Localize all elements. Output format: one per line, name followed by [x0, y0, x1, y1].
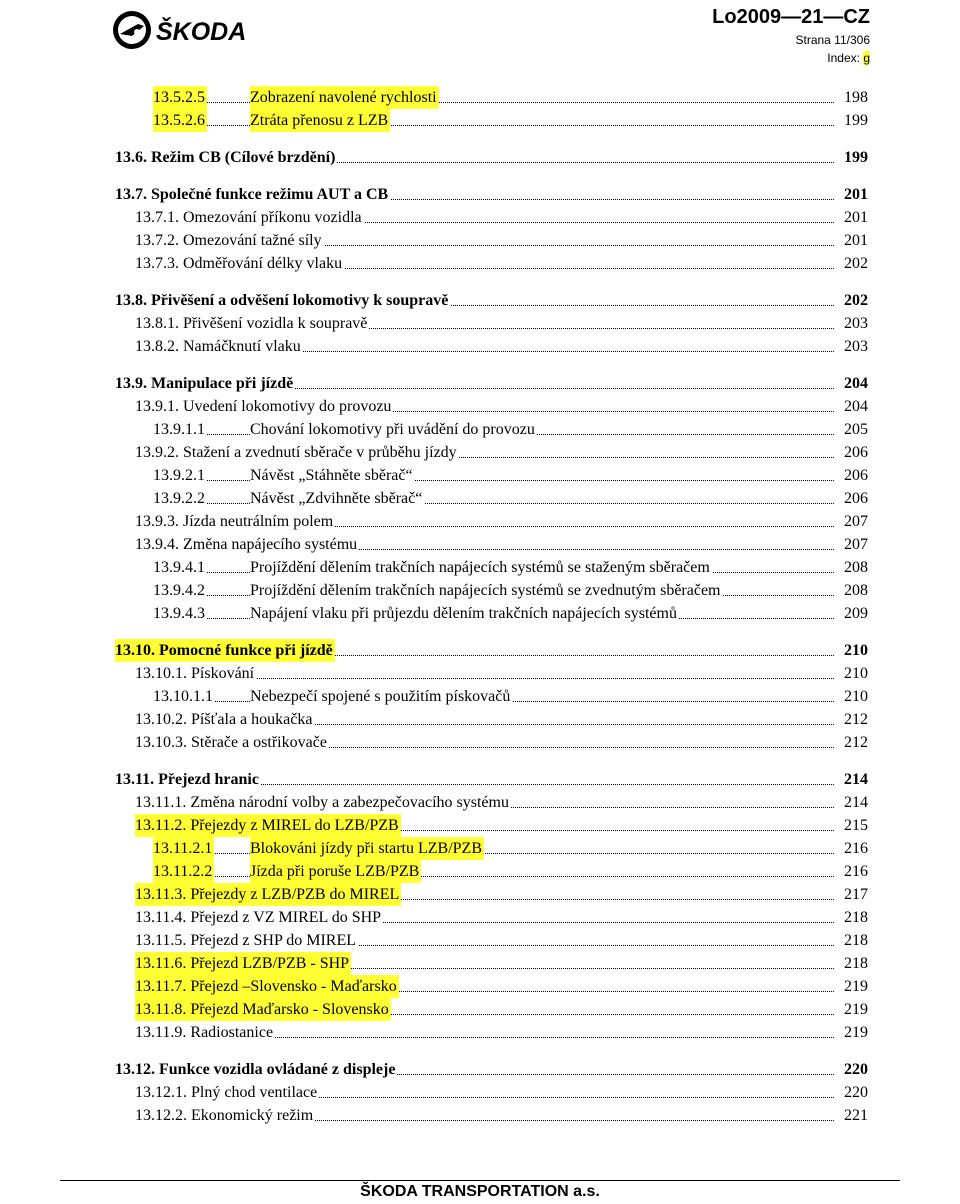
- toc-entry-title: Funkce vozidla ovládané z displeje: [159, 1061, 396, 1078]
- toc-entry-number: 13.11.4.: [135, 909, 187, 926]
- toc-entry-title: Přivěšení vozidla k soupravě: [183, 315, 368, 332]
- toc-entry-title: Pískování: [191, 665, 255, 682]
- toc-entry-page: 210: [834, 685, 868, 708]
- toc-entry-heading: [115, 1058, 397, 1081]
- toc-entry-title: Stěrače a ostřikovače: [191, 734, 327, 751]
- toc-entry-title: Jízda při poruše LZB/PZB: [250, 860, 421, 883]
- toc-entry-number: 13.9.1.: [135, 398, 179, 415]
- toc-entry-title: Přejezdy z LZB/PZB do MIREL: [190, 886, 400, 903]
- toc-entry-heading: [135, 998, 391, 1021]
- toc-entry[interactable]: [0, 883, 960, 906]
- toc-entry-page: 221: [834, 1104, 868, 1127]
- toc-gap: [0, 169, 960, 183]
- toc-entry-page: 198: [834, 86, 868, 109]
- toc-entry[interactable]: [0, 395, 960, 418]
- toc-entry[interactable]: [0, 685, 960, 708]
- toc-entry[interactable]: [0, 109, 960, 132]
- toc-entry-number: 13.7.: [115, 186, 147, 203]
- toc-entry-number: 13.9.2.: [135, 444, 179, 461]
- toc-entry-heading: [135, 708, 314, 731]
- toc-entry-number: 13.10.2.: [135, 711, 187, 728]
- toc-entry-number: 13.11.: [115, 771, 155, 788]
- toc-entry-number: 13.8.1.: [135, 315, 179, 332]
- toc-entry-page: 208: [834, 556, 868, 579]
- toc-entry-number: 13.9.2.2: [153, 487, 207, 510]
- toc-entry[interactable]: [0, 975, 960, 998]
- toc-entry[interactable]: [0, 510, 960, 533]
- toc-entry[interactable]: [0, 252, 960, 275]
- toc-entry-heading: [135, 1104, 315, 1127]
- toc-entry[interactable]: [0, 708, 960, 731]
- toc-entry-title: Projíždění dělením trakčních napájecích systémů se zvednutým sběračem: [250, 579, 723, 602]
- toc-entry-title: Přejezd LZB/PZB - SHP: [190, 955, 350, 972]
- toc-entry[interactable]: [0, 533, 960, 556]
- toc-entry-page: 206: [834, 441, 868, 464]
- toc-entry-page: 203: [834, 312, 868, 335]
- toc-gap: [0, 275, 960, 289]
- toc-entry-title: Přivěšení a odvěšení lokomotivy k soupravě: [151, 292, 449, 309]
- toc-entry-page: 219: [834, 1021, 868, 1044]
- toc-entry-title: Ekonomický režim: [191, 1107, 314, 1124]
- toc-entry-number: 13.11.2.2: [153, 860, 214, 883]
- toc-entry-number: 13.9.1.1: [153, 418, 207, 441]
- toc-entry-page: 215: [834, 814, 868, 837]
- toc-entry-number: 13.7.3.: [135, 255, 179, 272]
- toc-entry-page: 204: [834, 395, 868, 418]
- toc-entry-title: Přejezdy z MIREL do LZB/PZB: [190, 817, 399, 834]
- toc-entry-number: 13.7.2.: [135, 232, 179, 249]
- toc-entry-page: 207: [834, 510, 868, 533]
- toc-entry-page: 207: [834, 533, 868, 556]
- toc-entry[interactable]: [0, 441, 960, 464]
- toc-gap: [0, 625, 960, 639]
- toc-entry[interactable]: [0, 183, 960, 206]
- toc-entry-number: 13.11.2.: [135, 817, 187, 834]
- toc-entry[interactable]: [0, 86, 960, 109]
- index-label: [827, 51, 870, 65]
- toc-entry-number: 13.10.: [115, 642, 155, 659]
- toc-entry-page: 201: [834, 183, 868, 206]
- toc-entry-title: Režim CB (Cílové brzdění): [151, 149, 336, 166]
- toc-entry-page: 210: [834, 662, 868, 685]
- toc-entry-number: 13.8.2.: [135, 338, 179, 355]
- toc-entry-title: Uvedení lokomotivy do provozu: [183, 398, 392, 415]
- toc-entry-page: 210: [834, 639, 868, 662]
- toc-entry-number: 13.12.1.: [135, 1084, 187, 1101]
- toc-entry-title: Píšťala a houkačka: [191, 711, 313, 728]
- toc-entry[interactable]: [0, 860, 960, 883]
- toc-entry-title: Přejezd –Slovensko - Maďarsko: [190, 978, 397, 995]
- toc-entry[interactable]: [0, 579, 960, 602]
- toc-entry-page: 201: [834, 206, 868, 229]
- toc-entry-page: 199: [834, 146, 868, 169]
- toc-entry-page: 220: [834, 1081, 868, 1104]
- toc-entry-page: 220: [834, 1058, 868, 1081]
- toc-entry-title: Zobrazení navolené rychlosti: [250, 86, 439, 109]
- toc-entry-number: 13.11.9.: [135, 1024, 187, 1041]
- toc-entry-heading: [135, 395, 393, 418]
- toc-entry-title: Omezování tažné síly: [183, 232, 322, 249]
- toc-entry-page: 201: [834, 229, 868, 252]
- toc-entry-page: 218: [834, 906, 868, 929]
- toc-entry-heading: [115, 639, 335, 662]
- toc-entry-page: 219: [834, 998, 868, 1021]
- toc-entry-title: Odměřování délky vlaku: [183, 255, 343, 272]
- toc-entry-heading: [115, 183, 390, 206]
- toc-entry-heading: [135, 662, 256, 685]
- toc-entry-number: 13.11.8.: [135, 1001, 187, 1018]
- toc-entry-number: 13.9.2.1: [153, 464, 207, 487]
- toc-entry-page: 202: [834, 289, 868, 312]
- toc-gap: [0, 754, 960, 768]
- toc-entry-title: Společné funkce režimu AUT a CB: [151, 186, 389, 203]
- toc-entry[interactable]: [0, 206, 960, 229]
- toc-entry-heading: [135, 533, 359, 556]
- toc-entry-title: Chování lokomotivy při uvádění do provozu: [250, 418, 537, 441]
- toc-entry[interactable]: [0, 1081, 960, 1104]
- toc-entry-page: 219: [834, 975, 868, 998]
- toc-entry-page: 203: [834, 335, 868, 358]
- toc-entry[interactable]: [0, 229, 960, 252]
- toc-entry-page: 206: [834, 487, 868, 510]
- toc-entry[interactable]: [0, 556, 960, 579]
- toc-entry-heading: [115, 146, 337, 169]
- toc-entry-title: Přejezd z VZ MIREL do SHP: [190, 909, 382, 926]
- toc-entry-number: 13.12.2.: [135, 1107, 187, 1124]
- toc-entry-number: 13.11.1.: [135, 794, 187, 811]
- toc-entry-heading: [135, 1081, 319, 1104]
- toc-entry[interactable]: [0, 418, 960, 441]
- toc-entry[interactable]: [0, 312, 960, 335]
- toc-entry-title: Plný chod ventilace: [191, 1084, 318, 1101]
- toc-entry[interactable]: [0, 731, 960, 754]
- toc-entry-page: 214: [834, 791, 868, 814]
- toc-entry-heading: [115, 289, 450, 312]
- toc-entry[interactable]: [0, 464, 960, 487]
- toc-entry-heading: [135, 1021, 275, 1044]
- toc-entry-title: Změna napájecího systému: [183, 536, 358, 553]
- toc-entry-page: 205: [834, 418, 868, 441]
- toc-entry-heading: [135, 206, 364, 229]
- toc-entry-number: 13.6.: [115, 149, 147, 166]
- toc-entry-number: 13.12.: [115, 1061, 155, 1078]
- toc-entry[interactable]: [0, 906, 960, 929]
- toc-entry[interactable]: [0, 335, 960, 358]
- toc-entry-number: 13.11.5.: [135, 932, 187, 949]
- toc-entry-number: 13.9.4.2: [153, 579, 207, 602]
- toc-entry-page: 199: [834, 109, 868, 132]
- toc-entry-number: 13.9.4.1: [153, 556, 207, 579]
- toc-entry-heading: [135, 883, 401, 906]
- table-of-contents: [0, 86, 960, 1127]
- toc-entry-title: Přejezd hranic: [158, 771, 259, 788]
- toc-entry-heading: [135, 731, 329, 754]
- toc-entry-heading: [135, 814, 401, 837]
- toc-entry-number: 13.8.: [115, 292, 147, 309]
- toc-entry-heading: [135, 929, 358, 952]
- toc-entry[interactable]: [0, 998, 960, 1021]
- toc-entry[interactable]: [0, 791, 960, 814]
- toc-entry[interactable]: [0, 929, 960, 952]
- toc-entry-title: Návěst „Zdvihněte sběrač“: [250, 487, 424, 510]
- toc-gap: [0, 1044, 960, 1058]
- toc-entry[interactable]: [0, 487, 960, 510]
- toc-entry-title: Namáčknutí vlaku: [183, 338, 301, 355]
- toc-entry-title: Jízda neutrálním polem: [183, 513, 334, 530]
- toc-entry-page: 202: [834, 252, 868, 275]
- skoda-logo: [110, 8, 255, 52]
- toc-entry-heading: [135, 252, 344, 275]
- toc-entry-page: 216: [834, 837, 868, 860]
- toc-entry-heading: [135, 335, 303, 358]
- toc-entry-heading: [115, 768, 261, 791]
- toc-entry-page: 209: [834, 602, 868, 625]
- toc-entry-page: 208: [834, 579, 868, 602]
- toc-entry[interactable]: [0, 1021, 960, 1044]
- index-value: g: [863, 51, 870, 65]
- document-id: Lo2009—21—CZ: [712, 6, 870, 28]
- toc-entry-page: 217: [834, 883, 868, 906]
- toc-entry-page: 212: [834, 731, 868, 754]
- toc-entry-heading: [135, 975, 399, 998]
- toc-entry-title: Napájení vlaku při průjezdu dělením trakčních napájecích systémů: [250, 602, 679, 625]
- logo-text: ŠKODA: [156, 18, 247, 46]
- toc-entry-title: Pomocné funkce při jízdě: [159, 642, 333, 659]
- toc-entry[interactable]: [0, 837, 960, 860]
- toc-entry-page: 216: [834, 860, 868, 883]
- toc-entry-heading: [135, 906, 383, 929]
- toc-entry-heading: [115, 372, 295, 395]
- toc-entry-number: 13.9.3.: [135, 513, 179, 530]
- toc-entry-title: Radiostanice: [190, 1024, 274, 1041]
- toc-entry-number: 13.11.3.: [135, 886, 187, 903]
- toc-entry[interactable]: [0, 952, 960, 975]
- toc-entry-title: Změna národní volby a zabezpečovacího systému: [190, 794, 509, 811]
- toc-entry-heading: [135, 312, 369, 335]
- toc-entry-title: Omezování příkonu vozidla: [183, 209, 362, 226]
- toc-entry-title: Projíždění dělením trakčních napájecích systémů se staženým sběračem: [250, 556, 712, 579]
- toc-entry[interactable]: [0, 289, 960, 312]
- footer-company: ŠKODA TRANSPORTATION a.s.: [360, 1183, 600, 1200]
- toc-entry-number: 13.11.7.: [135, 978, 187, 995]
- toc-gap: [0, 132, 960, 146]
- toc-entry-page: 218: [834, 929, 868, 952]
- toc-entry-number: 13.5.2.6: [153, 109, 207, 132]
- toc-entry-heading: [135, 952, 351, 975]
- toc-entry-number: 13.5.2.5: [153, 86, 207, 109]
- toc-entry-page: 204: [834, 372, 868, 395]
- toc-entry-number: 13.9.4.: [135, 536, 179, 553]
- toc-entry-page: 218: [834, 952, 868, 975]
- toc-entry-title: Blokováni jízdy při startu LZB/PZB: [250, 837, 484, 860]
- toc-entry-title: Stažení a zvednutí sběrače v průběhu jízdy: [183, 444, 457, 461]
- toc-entry-title: Nebezpečí spojené s použitím pískovačů: [250, 685, 512, 708]
- toc-entry-title: Návěst „Stáhněte sběrač“: [250, 464, 415, 487]
- toc-gap: [0, 358, 960, 372]
- toc-entry-number: 13.9.4.3: [153, 602, 207, 625]
- toc-entry-title: Ztráta přenosu z LZB: [250, 109, 390, 132]
- toc-entry-number: 13.7.1.: [135, 209, 179, 226]
- toc-entry[interactable]: [0, 814, 960, 837]
- toc-entry-page: 214: [834, 768, 868, 791]
- toc-entry[interactable]: [0, 1104, 960, 1127]
- toc-entry-number: 13.11.2.1: [153, 837, 214, 860]
- toc-entry-title: Přejezd Maďarsko - Slovensko: [190, 1001, 389, 1018]
- toc-entry[interactable]: [0, 146, 960, 169]
- toc-entry-number: 13.10.1.1: [153, 685, 215, 708]
- toc-entry-title: Manipulace při jízdě: [151, 375, 294, 392]
- toc-entry-number: 13.10.3.: [135, 734, 187, 751]
- toc-entry-number: 13.10.1.: [135, 665, 187, 682]
- toc-entry[interactable]: [0, 372, 960, 395]
- toc-entry-title: Přejezd z SHP do MIREL: [190, 932, 357, 949]
- toc-entry[interactable]: [0, 1058, 960, 1081]
- toc-entry-page: 212: [834, 708, 868, 731]
- toc-entry[interactable]: [0, 639, 960, 662]
- toc-entry-page: 206: [834, 464, 868, 487]
- footer-rule: [60, 1180, 900, 1181]
- toc-entry[interactable]: [0, 662, 960, 685]
- page-number: Strana 11/306: [795, 33, 870, 47]
- toc-entry-heading: [135, 441, 459, 464]
- toc-entry-heading: [135, 510, 335, 533]
- toc-entry[interactable]: [0, 768, 960, 791]
- toc-entry-number: 13.9.: [115, 375, 147, 392]
- index-label-text: Index:: [827, 51, 864, 65]
- toc-entry-heading: [135, 229, 324, 252]
- toc-entry-heading: [135, 791, 511, 814]
- toc-entry-number: 13.11.6.: [135, 955, 187, 972]
- toc-entry[interactable]: [0, 602, 960, 625]
